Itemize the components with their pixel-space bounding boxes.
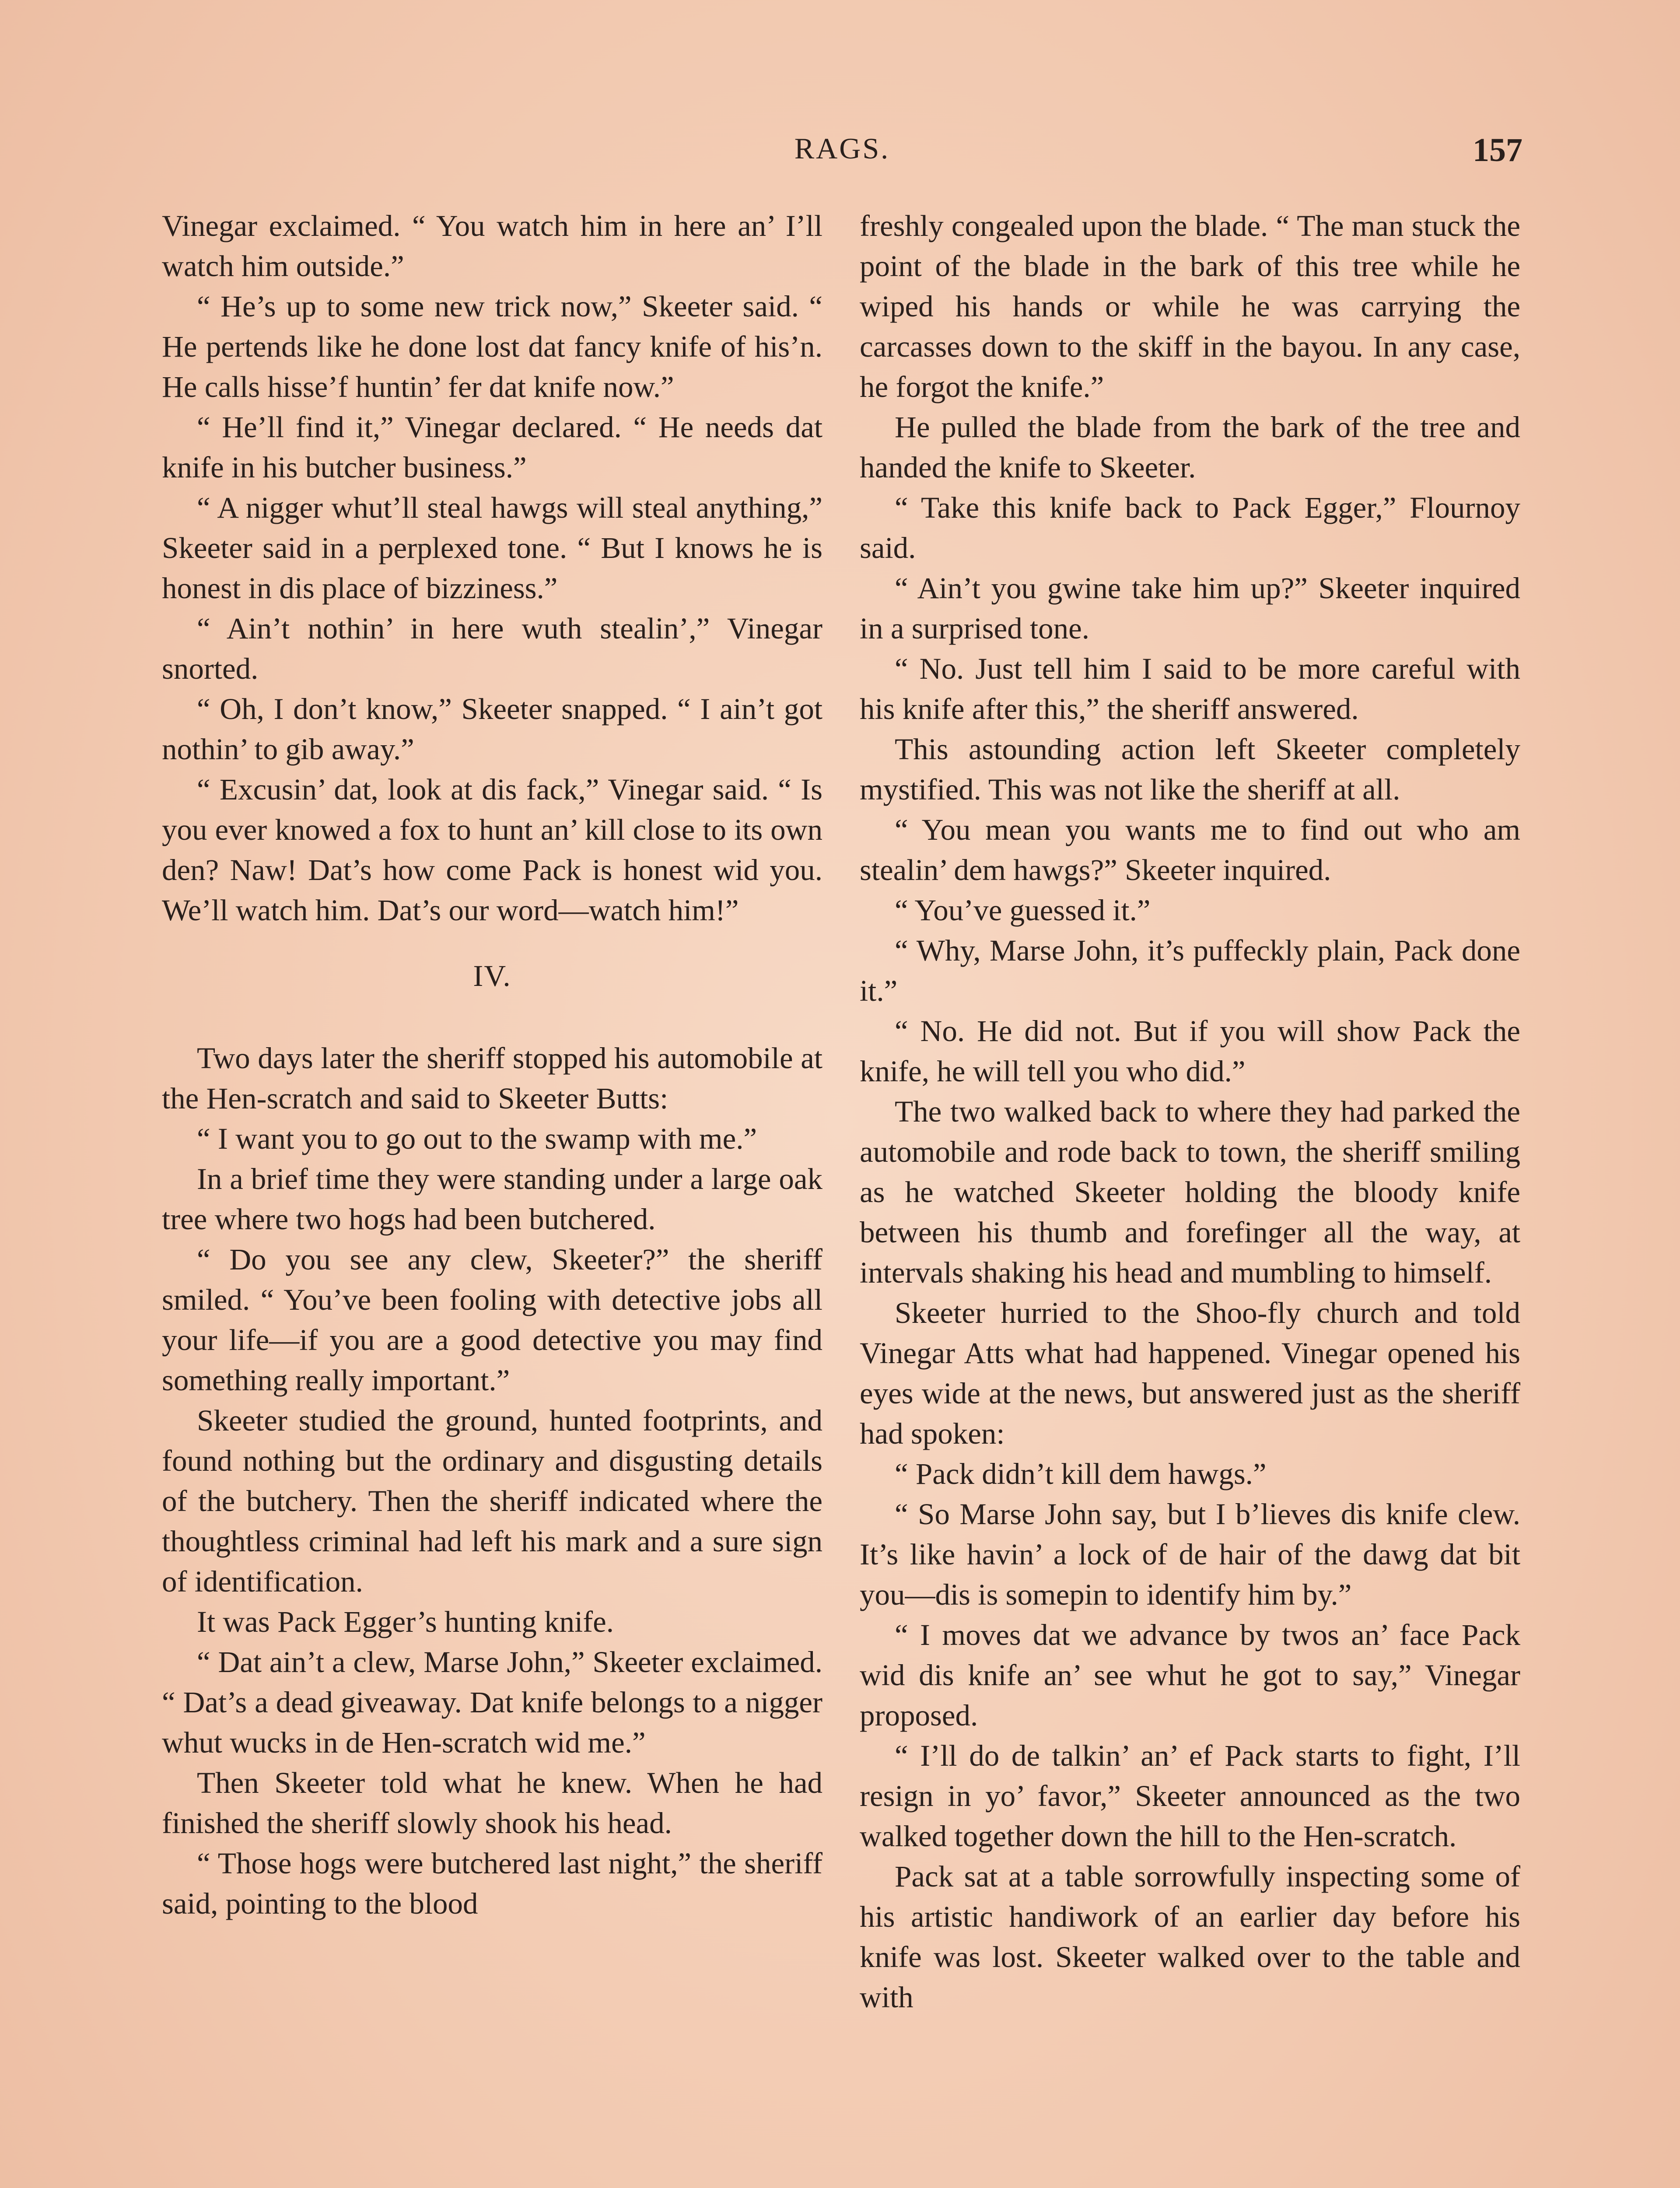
paragraph: “ Excusin’ dat, look at dis fack,” Vinegar said. “ Is you ever knowed a fox to hunt an’ kill close to its own den? Naw! Dat’s how come Pack is honest wid you. We’ll watch him. Dat’s our word—watch him!” [162,773,822,927]
paragraph: This astounding action left Skeeter completely mystified. This was not like the sheriff at all. [860,733,1520,806]
paragraph: “ Ain’t nothin’ in here wuth stealin’,” Vinegar snorted. [162,612,822,685]
paragraph: freshly congealed upon the blade. “ The man stuck the point of the blade in the bark of this tree while he wiped his hands or while he was carrying the carcasses down to the skiff in the bayou. In any case, he forgot the knife.” [860,209,1520,403]
paragraph: Vinegar exclaimed. “ You watch him in here an’ I’ll watch him outside.” [162,209,822,283]
left-column [162,206,822,1924]
paragraph: Two days later the sheriff stopped his automobile at the Hen-scratch and said to Skeeter Butts: [162,1041,822,1115]
running-head: RAGS. [794,132,890,165]
paragraph: In a brief time they were standing under a large oak tree where two hogs had been butchered. [162,1162,822,1236]
paragraph: “ You mean you wants me to find out who am stealin’ dem hawgs?” Skeeter inquired. [860,813,1520,887]
paragraph: “ Do you see any clew, Skeeter?” the sheriff smiled. “ You’ve been fooling with detective jobs all your life—if you are a good detective you may find something really important.” [162,1243,822,1397]
paragraph: “ Why, Marse John, it’s puffeckly plain, Pack done it.” [860,934,1520,1007]
paragraph: “ No. Just tell him I said to be more careful with his knife after this,” the sheriff answered. [860,652,1520,726]
paragraph: “ No. He did not. But if you will show Pack the knife, he will tell you who did.” [860,1014,1520,1088]
paragraph: “ He’ll find it,” Vinegar declared. “ He needs dat knife in his butcher business.” [162,410,822,484]
paragraph: He pulled the blade from the bark of the tree and handed the knife to Skeeter. [860,410,1520,484]
paragraph: “ Those hogs were butchered last night,” the sheriff said, pointing to the blood [162,1847,822,1920]
paragraph: Skeeter studied the ground, hunted footprints, and found nothing but the ordinary and disgusting details of the butchery. Then the sheriff indicated where the thoughtless criminal had left his mark and a sure sign of identification. [162,1404,822,1598]
paragraph: “ Dat ain’t a clew, Marse John,” Skeeter exclaimed. “ Dat’s a dead giveaway. Dat knife belongs to a nigger whut wucks in de Hen-scratch wid me.” [162,1645,822,1759]
right-column [860,206,1520,2017]
paragraph: “ You’ve guessed it.” [895,894,1151,927]
page-header [162,131,1522,179]
paragraph: “ A nigger whut’ll steal hawgs will steal anything,” Skeeter said in a perplexed tone. “ But I knows he is honest in dis place of bizziness.” [162,491,822,605]
paragraph: “ I’ll do de talkin’ an’ ef Pack starts to fight, I’ll resign in yo’ favor,” Skeeter announced as the two walked together down the hill to the Hen-scratch. [860,1739,1520,1853]
section-heading: IV. [473,959,511,992]
paragraph: “ Oh, I don’t know,” Skeeter snapped. “ I ain’t got nothin’ to gib away.” [162,692,822,766]
page-number: 157 [1473,132,1522,168]
paragraph: “ He’s up to some new trick now,” Skeeter said. “ He pertends like he done lost dat fancy knife of his’n. He calls hisse’f huntin’ fer dat knife now.” [162,290,822,403]
paragraph: “ I want you to go out to the swamp with me.” [197,1122,757,1155]
paragraph: “ Pack didn’t kill dem hawgs.” [895,1457,1267,1490]
paragraph: “ I moves dat we advance by twos an’ face Pack wid dis knife an’ see whut he got to say,” Vinegar proposed. [860,1618,1520,1732]
paragraph: It was Pack Egger’s hunting knife. [197,1605,614,1638]
paragraph: Pack sat at a table sorrowfully inspecting some of his artistic handiwork of an earlier day before his knife was lost. Skeeter walked over to the table and with [860,1860,1520,2014]
paragraph: “ Take this knife back to Pack Egger,” Flournoy said. [860,491,1520,565]
paragraph: Skeeter hurried to the Shoo-fly church and told Vinegar Atts what had happened. Vinegar opened his eyes wide at the news, but answered just as the sheriff had spoken: [860,1296,1520,1450]
paragraph: “ Ain’t you gwine take him up?” Skeeter inquired in a surprised tone. [860,572,1520,645]
paragraph: Then Skeeter told what he knew. When he had finished the sheriff slowly shook his head. [162,1766,822,1840]
paragraph: The two walked back to where they had parked the automobile and rode back to town, the sheriff smiling as he watched Skeeter holding the bloody knife between his thumb and forefinger all the way, at intervals shaking his head and mumbling to himself. [860,1095,1520,1289]
paragraph: “ So Marse John say, but I b’lieves dis knife clew. It’s like havin’ a lock of de hair of the dawg dat bit you—dis is somepin to identify him by.” [860,1497,1520,1611]
